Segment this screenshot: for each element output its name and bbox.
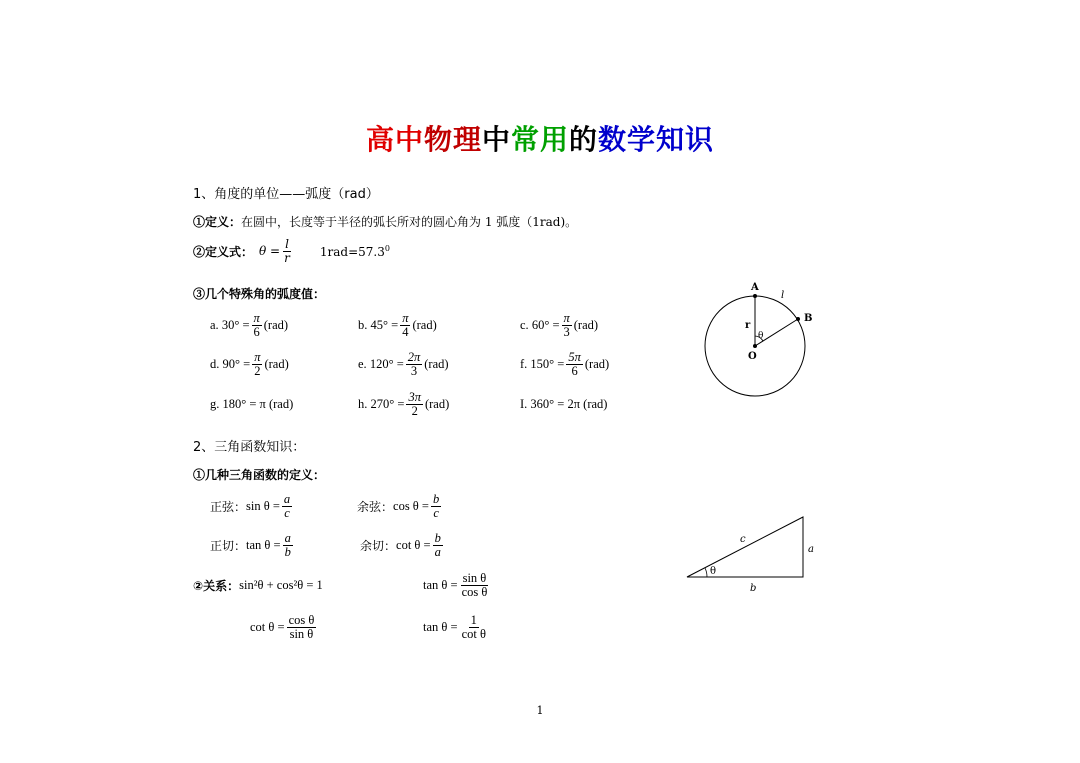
angle-prefix: a.: [210, 318, 219, 333]
page-number: 1: [536, 704, 544, 717]
angle-prefix: g.: [210, 397, 220, 412]
cot-rel-expr: cot θ =: [250, 620, 285, 635]
label-l: l: [781, 290, 785, 301]
cot-fraction: [433, 532, 443, 559]
theta-fraction: [282, 238, 292, 264]
fraction-denominator: a: [434, 545, 441, 560]
fraction-denominator: b: [284, 545, 291, 560]
fraction-numerator: b: [432, 492, 440, 506]
angle-item: e. 120° = $\frac{2\pi}{3}$ (rad): [358, 350, 449, 379]
fraction-numerator: 3π: [408, 390, 421, 404]
angle-fraction: [406, 351, 423, 378]
angle-fraction: [566, 351, 583, 378]
trig-def-label: ①几种三角函数的定义：: [193, 468, 326, 482]
angle-degree: 45°: [370, 318, 388, 333]
fraction-numerator: π: [563, 311, 570, 325]
cot-label: 余切：: [360, 539, 397, 554]
tan-expr: tan θ =: [246, 538, 281, 553]
section2-heading: 2、三角函数知识：: [193, 440, 306, 455]
angle-degree: 60°: [531, 318, 550, 333]
angle-item: h. 270° = $\frac{3\pi}{2}$ (rad): [358, 390, 450, 419]
title-part: 中: [481, 123, 511, 156]
angle-suffix: (rad): [264, 357, 289, 372]
cos-fraction: [431, 493, 441, 520]
angle-prefix: b.: [358, 318, 368, 333]
tan-rel2-fraction: [460, 614, 488, 641]
definition-label: ①定义：: [193, 215, 242, 229]
rad-value: [320, 244, 390, 259]
tan-relation: [423, 572, 491, 599]
page-title: [0, 118, 1080, 158]
fraction-denominator: c: [284, 506, 290, 521]
fraction-numerator: cos θ: [288, 613, 315, 627]
triangle-label-b: b: [750, 583, 757, 594]
sin-label: 正弦：: [210, 500, 247, 515]
fraction-numerator: b: [434, 531, 441, 545]
fraction-numerator: l: [285, 237, 289, 251]
triangle-diagram: [680, 510, 830, 595]
relation-row-1: [193, 572, 491, 599]
fraction-numerator: 1: [470, 613, 477, 627]
angle-prefix: f.: [520, 357, 528, 372]
angle-suffix: (rad): [424, 357, 449, 372]
label-r: r: [745, 320, 751, 331]
angle-suffix: (rad): [263, 318, 289, 333]
identity: [193, 577, 423, 594]
angles-row-1: [210, 312, 598, 339]
fraction-numerator: 5π: [568, 350, 581, 364]
angle-item: [210, 397, 358, 412]
definition-text: 在圆中，长度等于半径的弧长所对的圆心角为 1 弧度（1rad)。: [241, 215, 578, 229]
angle-suffix: (rad): [573, 318, 599, 333]
angle-prefix: I.: [520, 397, 528, 412]
title-part: 的: [569, 123, 599, 156]
tan-cot-row: [210, 532, 445, 559]
definition-formula: [193, 238, 390, 264]
fraction-denominator: 4: [402, 325, 409, 340]
angle-degree: 360°: [530, 397, 555, 412]
fraction-denominator: cos θ: [461, 585, 488, 600]
angle-item: b. 45° = $\frac{\pi}{4}$ (rad): [358, 311, 437, 340]
angle-value: = π (rad): [249, 397, 294, 412]
relation-label: ②关系：: [193, 579, 240, 594]
tan-label: 正切：: [210, 539, 247, 554]
angle-suffix: (rad): [424, 397, 450, 412]
fraction-denominator: cot θ: [461, 627, 486, 642]
point-o: [753, 344, 757, 348]
angle-degree: 120°: [369, 357, 394, 372]
cot-relation: [250, 614, 423, 641]
label-a: A: [751, 282, 759, 293]
angle-prefix: d.: [210, 357, 220, 372]
cos-expr: cos θ =: [393, 499, 429, 514]
cot-definition: [360, 532, 445, 559]
fraction-denominator: r: [284, 250, 290, 265]
section1-heading: 1、角度的单位——弧度（rad）: [193, 187, 379, 202]
title-part: 数学知识: [598, 123, 715, 156]
fraction-denominator: 6: [253, 325, 260, 340]
tan-relation-2: [423, 614, 490, 641]
label-b: B: [804, 313, 813, 324]
angle-prefix: e.: [358, 357, 367, 372]
title-part: 高中: [365, 123, 424, 156]
fraction-numerator: π: [254, 350, 261, 364]
angle-item: [520, 397, 607, 412]
cos-label: 余弦：: [357, 500, 394, 515]
sin-fraction: [282, 493, 292, 520]
angle-prefix: h.: [358, 397, 368, 412]
angle-fraction: [400, 312, 410, 339]
triangle-theta: θ: [710, 566, 717, 577]
definition-line: [193, 213, 577, 230]
fraction-numerator: 2π: [407, 350, 421, 364]
sin-expr: sin θ =: [246, 499, 280, 514]
fraction-numerator: π: [402, 311, 409, 325]
point-a: [753, 294, 757, 298]
fraction-denominator: 3: [563, 325, 570, 340]
formula-label: ②定义式：: [193, 244, 254, 259]
cot-expr: cot θ =: [396, 538, 431, 553]
fraction-numerator: sin θ: [462, 571, 487, 585]
fraction-denominator: 3: [410, 364, 418, 379]
title-part: 常用: [511, 123, 570, 156]
angle-fraction: [252, 312, 262, 339]
cos-definition: [357, 493, 443, 520]
circle-diagram: [690, 278, 830, 408]
tan-definition: [210, 532, 360, 559]
angles-row-2: [210, 351, 609, 378]
angle-degree: 150°: [530, 357, 555, 372]
angle-suffix: (rad): [412, 318, 437, 333]
angle-degree: 270°: [370, 397, 395, 412]
angle-item: a. 30° = $\frac{\pi}{6}$ (rad): [210, 311, 289, 340]
angle-degree: 180°: [222, 397, 247, 412]
title-part: 物理: [423, 123, 482, 156]
label-theta: θ: [758, 331, 764, 341]
fraction-denominator: 6: [571, 364, 578, 379]
right-triangle: [687, 517, 803, 577]
tan-rel-expr: tan θ =: [423, 578, 458, 593]
angle-degree: 30°: [221, 318, 240, 333]
angle-value: = 2π (rad): [557, 397, 608, 412]
tan-fraction: [283, 532, 293, 559]
fraction-denominator: 2: [411, 404, 418, 419]
triangle-label-a: a: [808, 544, 814, 555]
fraction-denominator: c: [433, 506, 439, 521]
angle-item: f. 150° = $\frac{5\pi}{6}$ (rad): [520, 350, 610, 379]
angles-row-3: [210, 391, 607, 418]
triangle-angle-arc: [705, 568, 707, 577]
angle-fraction: [406, 391, 423, 418]
fraction-numerator: π: [253, 311, 260, 325]
angle-suffix: (rad): [584, 357, 610, 372]
point-b: [796, 317, 800, 321]
fraction-denominator: 2: [254, 364, 261, 379]
angle-degree: 90°: [222, 357, 240, 372]
sin-definition: [210, 493, 357, 520]
special-angles-label: ③几个特殊角的弧度值：: [193, 287, 326, 301]
label-o: O: [748, 351, 757, 362]
angle-item: c. 60° = $\frac{\pi}{3}$ (rad): [520, 311, 599, 340]
theta-eq: θ =: [259, 244, 281, 259]
angle-prefix: c.: [520, 318, 529, 333]
cot-rel-fraction: [287, 614, 317, 641]
tan-rel2-expr: tan θ =: [423, 620, 458, 635]
fraction-denominator: sin θ: [289, 627, 314, 642]
fraction-numerator: a: [283, 492, 291, 506]
triangle-label-c: c: [740, 534, 746, 545]
identity-expr: sin²θ + cos²θ = 1: [239, 578, 323, 593]
angle-fraction: [252, 351, 262, 378]
rad-value-sup: 0: [384, 243, 390, 253]
relation-row-2: [250, 614, 490, 641]
tan-rel-fraction: [460, 572, 490, 599]
angle-fraction: [562, 312, 572, 339]
fraction-numerator: a: [284, 531, 291, 545]
sin-cos-row: [210, 493, 443, 520]
rad-value-text: 1rad=57.3: [319, 244, 385, 259]
angle-item: d. 90° = $\frac{\pi}{2}$ (rad): [210, 350, 289, 379]
